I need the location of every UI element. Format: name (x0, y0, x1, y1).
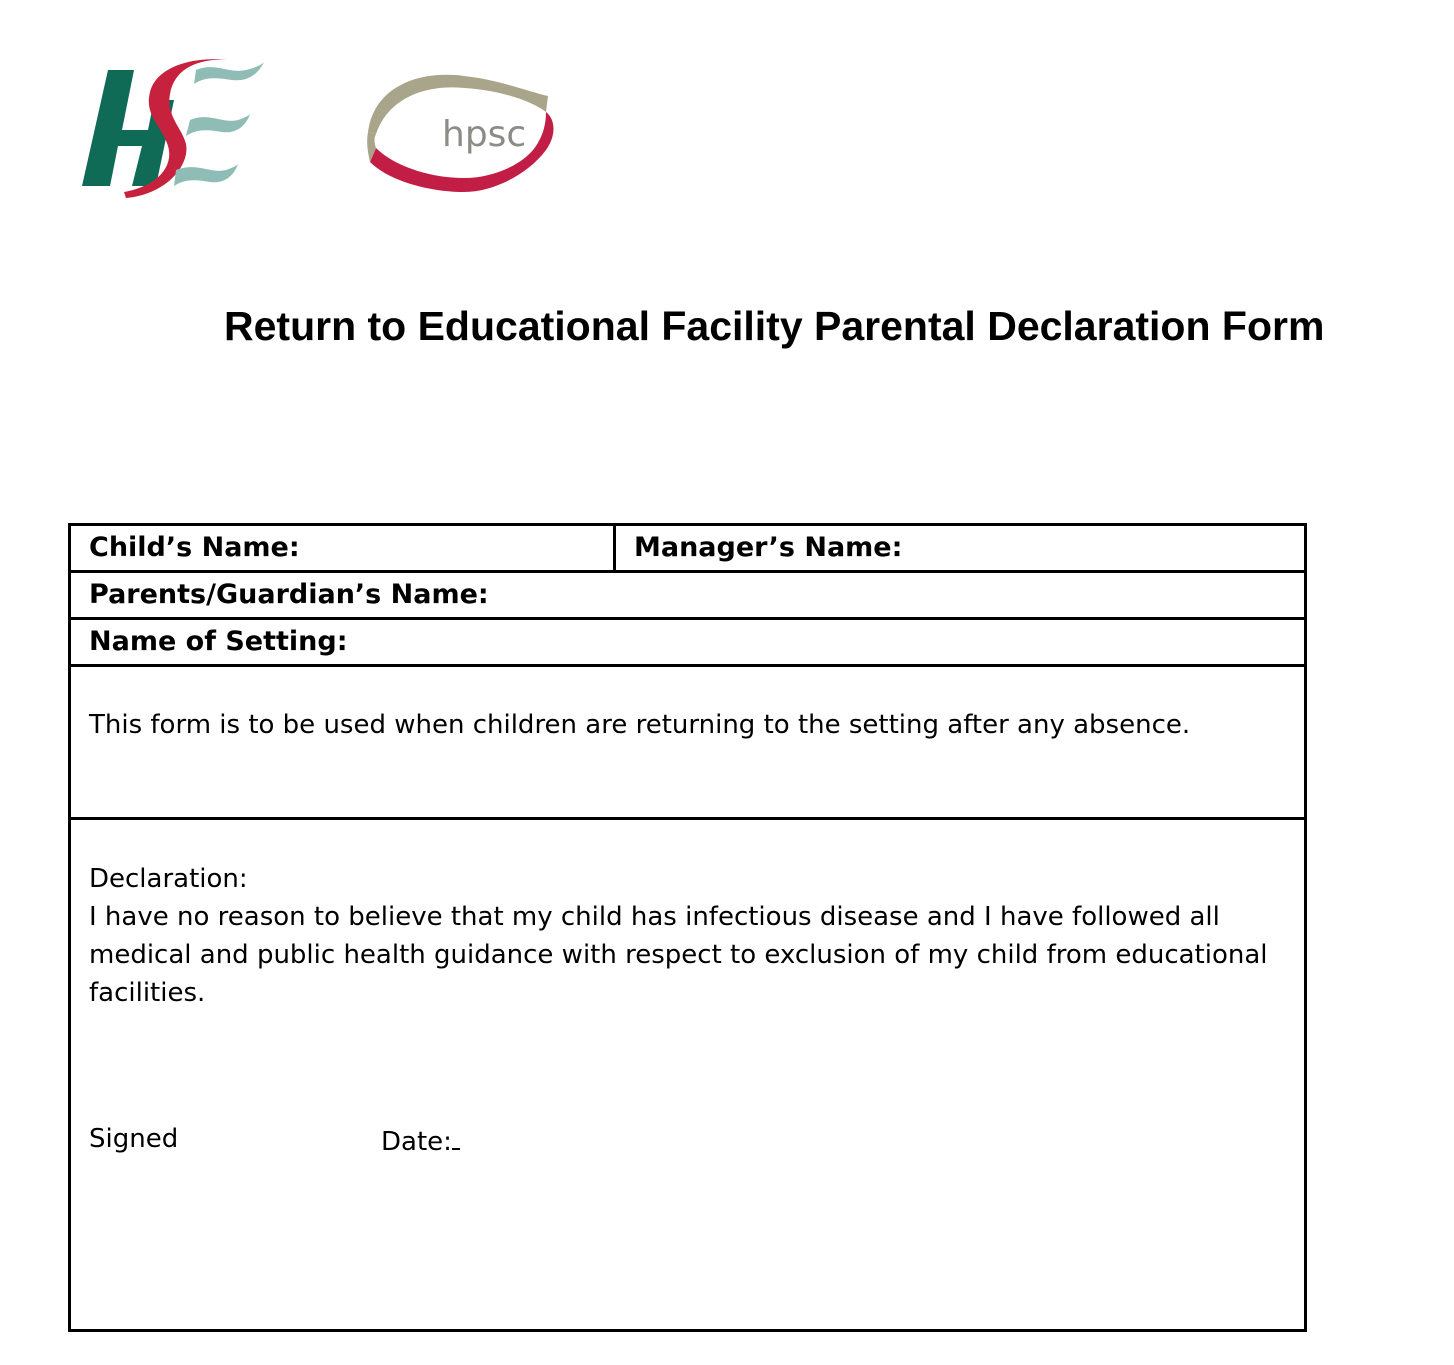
form-row-names (70, 525, 1306, 572)
info-cell (70, 666, 1306, 819)
form-row-parents (70, 572, 1306, 619)
managers-name-label: Manager’s Name: (634, 532, 903, 563)
signed-field[interactable] (89, 1120, 178, 1158)
date-underline (452, 1120, 460, 1150)
managers-name-field[interactable] (615, 525, 1306, 572)
form-row-info (70, 666, 1306, 819)
hpsc-logo (360, 66, 560, 200)
declaration-heading: Declaration: (89, 864, 248, 894)
hpsc-logo-icon (360, 66, 560, 200)
declaration-text: I have no reason to believe that my child has infectious disease and I have followed all medical and public health guidance with respect to exclusion of my child from educational facilities. (89, 902, 1268, 1008)
parents-name-label: Parents/Guardian’s Name: (89, 579, 489, 610)
info-text: This form is to be used when children are returning to the setting after any absence. (89, 710, 1191, 740)
hse-logo (78, 54, 268, 202)
date-label: Date: (381, 1127, 452, 1157)
hse-logo-icon (78, 54, 268, 202)
signed-label: Signed (89, 1124, 179, 1154)
signature-row (89, 1120, 1304, 1160)
page-title: Return to Educational Facility Parental Declaration Form (224, 303, 1325, 349)
declaration-block (89, 860, 1304, 1012)
hpsc-logo-text: hpsc (442, 114, 527, 155)
setting-name-field[interactable] (70, 619, 1306, 666)
date-field[interactable] (381, 1120, 460, 1161)
setting-name-label: Name of Setting: (89, 626, 348, 657)
declaration-cell (70, 819, 1306, 1331)
declaration-form-table (68, 523, 1307, 1332)
childs-name-label: Child’s Name: (89, 532, 300, 563)
form-row-declaration (70, 819, 1306, 1331)
form-row-setting (70, 619, 1306, 666)
parents-name-field[interactable] (70, 572, 1306, 619)
childs-name-field[interactable] (70, 525, 615, 572)
